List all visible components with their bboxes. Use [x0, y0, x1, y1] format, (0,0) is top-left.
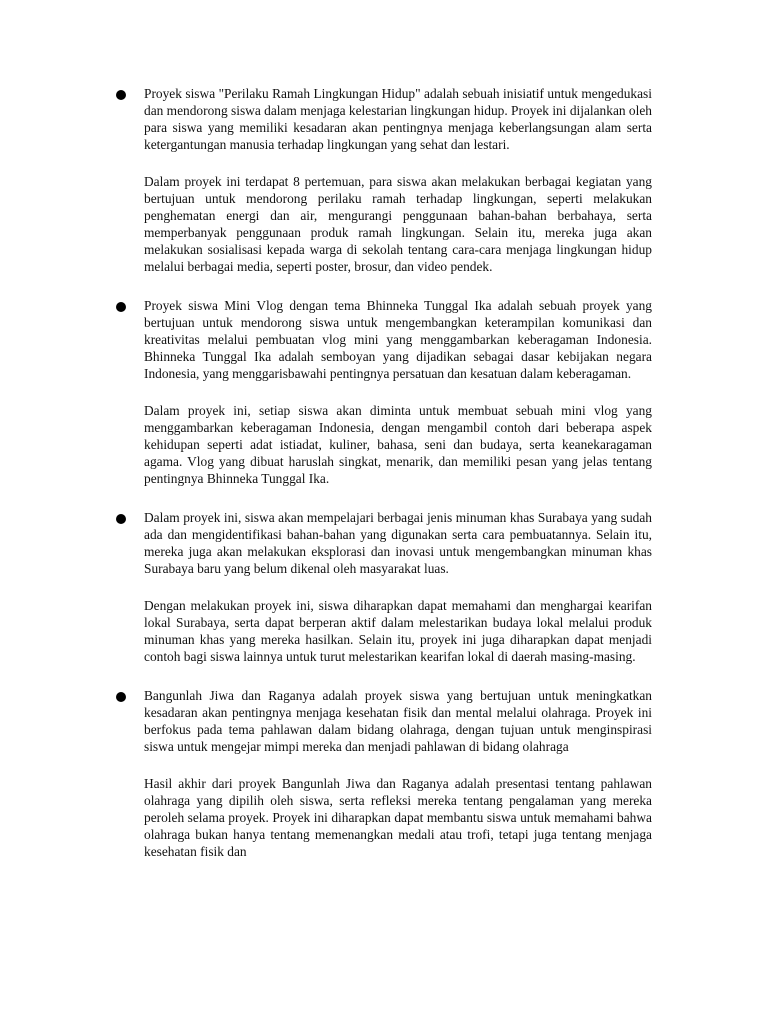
- list-item: [114, 297, 652, 487]
- bullet-list: [114, 85, 652, 882]
- bullet-icon: [116, 90, 126, 100]
- paragraph: Dalam proyek ini, siswa akan mempelajari berbagai jenis minuman khas Surabaya yang sudah ada dan mengidentifikasi bahan-bahan yang digunakan serta cara pembuatannya. Selain itu, mereka juga akan melakukan eksplorasi dan inovasi untuk mengembangkan minuman khas Surabaya baru yang belum dikenal oleh masyarakat luas.: [144, 510, 652, 576]
- paragraph: Dalam proyek ini, setiap siswa akan diminta untuk membuat sebuah mini vlog yang menggambarkan keberagaman Indonesia, dengan mengambil contoh dari beberapa aspek kehidupan seperti adat istiadat, kuliner, bahasa, seni dan budaya, serta keanekaragaman agama. Vlog yang dibuat haruslah singkat, menarik, dan memiliki pesan yang jelas tentang pentingnya Bhinneka Tunggal Ika.: [144, 403, 652, 486]
- paragraph: Proyek siswa "Perilaku Ramah Lingkungan Hidup" adalah sebuah inisiatif untuk mengedukasi dan mendorong siswa dalam menjaga kelestarian lingkungan hidup. Proyek ini dijalankan oleh para siswa yang memiliki kesadaran akan pentingnya menjaga keberlangsungan alam serta ketergantungan manusia terhadap lingkungan yang sehat dan lestari.: [144, 86, 652, 152]
- paragraph: Proyek siswa Mini Vlog dengan tema Bhinneka Tunggal Ika adalah sebuah proyek yang bertujuan untuk mendorong siswa untuk mengembangkan keterampilan komunikasi dan kreativitas melalui pembuatan vlog mini yang menggambarkan keberagaman Indonesia. Bhinneka Tunggal Ika adalah semboyan yang dijadikan sebagai dasar kebijakan negara Indonesia, yang menggarisbawahi pentingnya persatuan dan kesatuan dalam keberagaman.: [144, 298, 652, 381]
- paragraph: Dengan melakukan proyek ini, siswa diharapkan dapat memahami dan menghargai kearifan lokal Surabaya, serta dapat berperan aktif dalam melestarikan budaya lokal melalui produk minuman khas yang mereka hasilkan. Selain itu, proyek ini juga diharapkan dapat menjadi contoh bagi siswa lainnya untuk turut melestarikan kearifan lokal di daerah masing-masing.: [144, 598, 652, 664]
- paragraph: Hasil akhir dari proyek Bangunlah Jiwa dan Raganya adalah presentasi tentang pahlawan olahraga yang dipilih oleh siswa, serta refleksi mereka tentang pengalaman yang mereka peroleh selama proyek. Proyek ini diharapkan dapat membantu siswa untuk memahami bahwa olahraga bukan hanya tentang memenangkan medali atau trofi, tetapi juga tentang menjaga kesehatan fisik dan: [144, 776, 652, 859]
- bullet-icon: [116, 514, 126, 524]
- paragraph: Bangunlah Jiwa dan Raganya adalah proyek siswa yang bertujuan untuk meningkatkan kesadaran akan pentingnya menjaga kesehatan fisik dan mental melalui olahraga. Proyek ini berfokus pada tema pahlawan dalam bidang olahraga, dengan tujuan untuk menginspirasi siswa untuk mengejar mimpi mereka dan menjadi pahlawan di bidang olahraga: [144, 688, 652, 754]
- bullet-icon: [116, 302, 126, 312]
- list-item: [114, 509, 652, 665]
- list-item: [114, 687, 652, 860]
- paragraph: Dalam proyek ini terdapat 8 pertemuan, para siswa akan melakukan berbagai kegiatan yang bertujuan untuk mendorong perilaku ramah terhadap lingkungan, seperti melakukan penghematan energi dan air, mengurangi penggunaan bahan-bahan berbahaya, serta memperbanyak penggunaan produk ramah lingkungan. Selain itu, mereka juga akan melakukan sosialisasi kepada warga di sekolah tentang cara-cara menjaga lingkungan hidup melalui berbagai media, seperti poster, brosur, dan video pendek.: [144, 174, 652, 274]
- list-item: [114, 85, 652, 275]
- bullet-icon: [116, 692, 126, 702]
